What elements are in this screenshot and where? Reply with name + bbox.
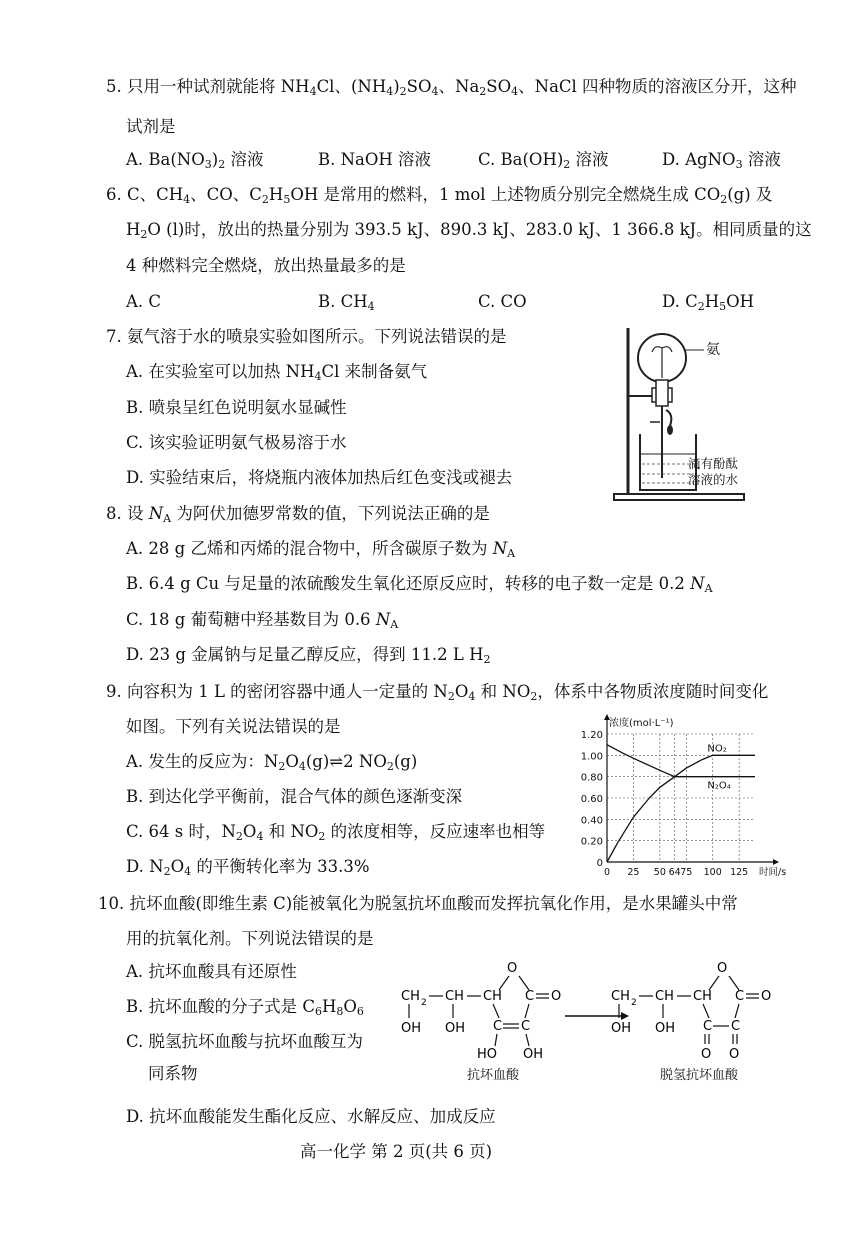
svg-text:OH: OH xyxy=(655,1021,676,1036)
q7-option-c: C. 该实验证明氨气极易溶于水 xyxy=(126,433,347,452)
x-tick-label: 125 xyxy=(730,867,749,878)
svg-text:2: 2 xyxy=(421,998,427,1008)
svg-text:2: 2 xyxy=(631,998,637,1008)
svg-text:O: O xyxy=(551,989,562,1004)
svg-text:CH: CH xyxy=(401,989,420,1004)
q6-option-b: B. $CH_4$ xyxy=(318,292,375,313)
y-tick-label: 1.20 xyxy=(580,730,603,741)
fig-label-ammonia: 氨 xyxy=(706,342,720,358)
q6-line1: 6. C、$CH_4$、CO、$C_2H_5OH$ 是常用的燃料，1 mol 上述物质分别完全燃烧生成 $CO_2(g)$ 及 xyxy=(106,185,773,206)
svg-text:CH: CH xyxy=(693,989,712,1004)
x-tick-label: 100 xyxy=(703,867,722,878)
y-tick-label: 0.20 xyxy=(580,836,603,848)
svg-text:CH: CH xyxy=(483,989,502,1004)
y-tick-label: 0.40 xyxy=(580,815,603,827)
q8-option-d: D. 23 g 金属钠与足量乙醇反应，得到 11.2 L $H_2$ xyxy=(126,645,491,666)
fig-label-water-1: 滴有酚酞 xyxy=(688,456,739,471)
svg-text:OH: OH xyxy=(401,1021,422,1036)
x-tick-label: 75 xyxy=(680,867,693,878)
y-tick-label: 0.80 xyxy=(580,772,603,784)
q7-option-a: A. 在实验室可以加热 $NH_4Cl$ 来制备氨气 xyxy=(126,362,428,383)
q10-line1: 10. 抗坏血酸(即维生素 C)能被氧化为脱氢抗坏血酸而发挥抗氧化作用，是水果罐头中常 xyxy=(98,894,738,913)
q10-option-c-cont: 同系物 xyxy=(148,1064,198,1083)
svg-text:CH: CH xyxy=(655,989,674,1004)
q9-line2: 如图。下列有关说法错误的是 xyxy=(126,717,341,736)
svg-text:O: O xyxy=(701,1047,712,1060)
q8-line1: 8. 设 $N_A$ 为阿伏加德罗常数的值，下列说法正确的是 xyxy=(106,504,490,525)
y-tick-label: 0.60 xyxy=(580,794,603,805)
q5-line1: 5. 只用一种试剂就能将 $NH_4Cl$、$(NH_4)_2SO_4$、$Na_2SO_4$、NaCl 四种物质的溶液区分开，这种 xyxy=(106,77,797,98)
q5-option-d: D. AgNO$_3$ 溶液 xyxy=(662,150,781,171)
q7-option-d: D. 实验结束后，将烧瓶内液体加热后红色变浅或褪去 xyxy=(126,468,513,487)
svg-text:CH: CH xyxy=(611,989,630,1004)
q6-option-c: C. CO xyxy=(478,292,527,311)
y-tick-label: 0 xyxy=(596,858,603,869)
svg-text:C: C xyxy=(703,1019,713,1034)
ascorbic-acid-structures xyxy=(395,960,795,1060)
x-tick-label: 25 xyxy=(627,867,640,878)
y-tick-label: 1.00 xyxy=(580,751,603,763)
q6-option-a: A. C xyxy=(126,292,162,311)
q9-option-c: C. 64 s 时，$N_2O_4$ 和 $NO_2$ 的浓度相等，反应速率也相等 xyxy=(126,822,546,843)
x-tick-label: 50 xyxy=(653,867,666,878)
x-axis-label: 时间/s xyxy=(759,867,787,878)
q6-option-d: D. $C_2H_5OH$ xyxy=(662,292,755,313)
struct-right-name: 脱氢抗坏血酸 xyxy=(660,1068,739,1083)
svg-text:OH: OH xyxy=(523,1047,544,1060)
fig-label-water-2: 溶液的水 xyxy=(688,472,739,487)
q5-line2: 试剂是 xyxy=(126,117,176,136)
q8-option-b: B. 6.4 g Cu 与足量的浓硫酸发生氧化还原反应时，转移的电子数一定是 0.2 $N_A$ xyxy=(126,574,713,595)
svg-text:OH: OH xyxy=(445,1021,466,1036)
x-axis-arrow xyxy=(773,859,779,865)
svg-text:O: O xyxy=(729,1047,740,1060)
q10-line2: 用的抗氧化剂。下列说法错误的是 xyxy=(126,929,374,948)
svg-text:C: C xyxy=(493,1019,503,1034)
svg-text:C: C xyxy=(521,1019,531,1034)
svg-text:C: C xyxy=(731,1019,741,1034)
struct-left-name: 抗坏血酸 xyxy=(467,1068,520,1083)
svg-text:CH: CH xyxy=(445,989,464,1004)
q9-line1: 9. 向容积为 1 L 的密闭容器中通人一定量的 $N_2O_4$ 和 $NO_2$，体系中各物质浓度随时间变化 xyxy=(106,682,769,703)
q5-option-c: C. $Ba(OH)_2$ 溶液 xyxy=(478,150,609,171)
svg-text:HO: HO xyxy=(477,1047,498,1060)
q10-option-c: C. 脱氢抗坏血酸与抗坏血酸互为 xyxy=(126,1032,364,1051)
q8-option-c: C. 18 g 葡萄糖中羟基数目为 0.6 $N_A$ xyxy=(126,610,399,631)
page-footer: 高一化学 第 2 页(共 6 页) xyxy=(300,1142,493,1161)
q9-option-d: D. $N_2O_4$ 的平衡转化率为 33.3% xyxy=(126,857,370,878)
svg-text:C: C xyxy=(525,989,535,1004)
q5-option-b: B. NaOH 溶液 xyxy=(318,150,432,169)
q7-option-b: B. 喷泉呈红色说明氨水显碱性 xyxy=(126,398,347,417)
q9-option-a: A. 发生的反应为：$N_2O_4(g)\rightleftharpoons 2$ $NO_2(g)$ xyxy=(126,752,418,773)
q10-option-a: A. 抗坏血酸具有还原性 xyxy=(126,962,297,981)
svg-text:OH: OH xyxy=(611,1021,632,1036)
q10-option-d: D. 抗坏血酸能发生酯化反应、水解反应、加成反应 xyxy=(126,1107,496,1126)
x-tick-label: 0 xyxy=(603,867,611,878)
q9-option-b: B. 到达化学平衡前，混合气体的颜色逐渐变深 xyxy=(126,787,463,806)
svg-text:C: C xyxy=(735,989,745,1004)
x-tick-label: 64 xyxy=(668,867,681,878)
series-label-no2: NO₂ xyxy=(707,743,727,755)
q8-option-a: A. 28 g 乙烯和丙烯的混合物中，所含碳原子数为 $N_A$ xyxy=(126,539,516,560)
q6-line3: 4 种燃料完全燃烧，放出热量最多的是 xyxy=(126,256,406,275)
q6-line2: $H_2O$ (l)时，放出的热量分别为 393.5 kJ、890.3 kJ、283.0 kJ、1 366.8 kJ。相同质量的这 xyxy=(126,220,812,241)
q7-line1: 7. 氨气溶于水的喷泉实验如图所示。下列说法错误的是 xyxy=(106,327,507,346)
series-line-no2 xyxy=(607,755,755,862)
svg-text:O: O xyxy=(761,989,772,1004)
series-label-n2o4: N₂O₄ xyxy=(707,780,731,792)
y-axis-label: 浓度(mol·L⁻¹) xyxy=(609,718,674,729)
q10-option-b: B. 抗坏血酸的分子式是 $C_6H_8O_6$ xyxy=(126,997,364,1018)
svg-text:O: O xyxy=(717,961,728,976)
svg-text:O: O xyxy=(507,961,518,976)
q5-option-a: A. $Ba(NO_3)_2$ 溶液 xyxy=(126,150,264,171)
concentration-time-chart xyxy=(565,712,790,882)
